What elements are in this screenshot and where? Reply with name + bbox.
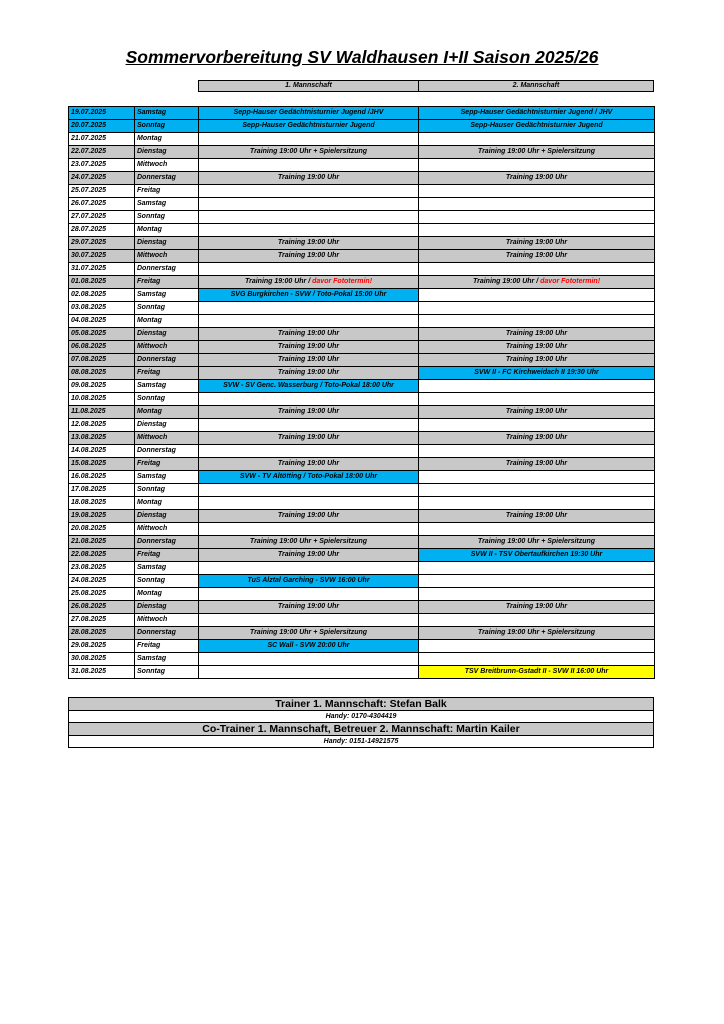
team2-cell [419, 523, 655, 536]
schedule-row [69, 172, 655, 185]
schedule-row [69, 497, 655, 510]
team2-cell [419, 627, 655, 640]
team1-cell [199, 484, 419, 497]
event-text: Training 19:00 Uhr [505, 512, 568, 519]
team2-cell [419, 250, 655, 263]
event-text: Sepp-Hauser Gedächtnisturnier Jugend / JHV [460, 109, 613, 116]
team1-cell [199, 237, 419, 250]
team1-cell [199, 224, 419, 237]
weekday-cell: Donnerstag [135, 263, 199, 276]
team2-cell [419, 159, 655, 172]
event-text: SVW - TV Altötting / Toto-Pokal 18:00 Uhr [239, 473, 378, 480]
team2-cell [419, 445, 655, 458]
schedule-row [69, 107, 655, 120]
weekday-cell: Dienstag [135, 237, 199, 250]
team1-cell [199, 380, 419, 393]
schedule-row [69, 588, 655, 601]
team2-cell [419, 302, 655, 315]
event-text: Training 19:00 Uhr [277, 369, 340, 376]
team2-cell [419, 354, 655, 367]
page-title: Sommervorbereitung SV Waldhausen I+II Saison 2025/26 [125, 47, 599, 67]
team1-cell [199, 601, 419, 614]
team1-cell [199, 445, 419, 458]
team2-cell [419, 562, 655, 575]
weekday-cell: Montag [135, 588, 199, 601]
weekday-cell: Sonntag [135, 302, 199, 315]
date-cell: 30.07.2025 [69, 250, 135, 263]
schedule-row [69, 471, 655, 484]
schedule-row [69, 302, 655, 315]
event-text: Training 19:00 Uhr [505, 356, 568, 363]
schedule-row [69, 614, 655, 627]
date-cell: 15.08.2025 [69, 458, 135, 471]
schedule-row [69, 653, 655, 666]
event-text: Training 19:00 Uhr [277, 356, 340, 363]
team2-cell [419, 341, 655, 354]
weekday-cell: Dienstag [135, 328, 199, 341]
team1-cell [199, 588, 419, 601]
weekday-cell: Mittwoch [135, 523, 199, 536]
schedule-row [69, 211, 655, 224]
team2-cell [419, 549, 655, 562]
schedule-row [69, 666, 655, 679]
schedule-row [69, 250, 655, 263]
team2-cell [419, 406, 655, 419]
event-text: Training 19:00 Uhr / [472, 278, 539, 285]
weekday-cell: Montag [135, 406, 199, 419]
schedule-row [69, 263, 655, 276]
event-text: Training 19:00 Uhr [505, 603, 568, 610]
team1-cell [199, 159, 419, 172]
date-cell: 28.08.2025 [69, 627, 135, 640]
weekday-cell: Montag [135, 133, 199, 146]
contact-table [68, 697, 654, 748]
date-cell: 21.08.2025 [69, 536, 135, 549]
date-cell: 30.08.2025 [69, 653, 135, 666]
event-text: Training 19:00 Uhr [277, 239, 340, 246]
team1-cell [199, 341, 419, 354]
team1-cell [199, 640, 419, 653]
team1-cell [199, 432, 419, 445]
team2-cell [419, 458, 655, 471]
schedule-row [69, 484, 655, 497]
date-cell: 11.08.2025 [69, 406, 135, 419]
team1-cell [199, 627, 419, 640]
date-cell: 21.07.2025 [69, 133, 135, 146]
weekday-cell: Sonntag [135, 484, 199, 497]
schedule-row [69, 380, 655, 393]
weekday-cell: Dienstag [135, 510, 199, 523]
weekday-cell: Freitag [135, 458, 199, 471]
schedule-row [69, 354, 655, 367]
team1-cell [199, 562, 419, 575]
weekday-cell: Freitag [135, 276, 199, 289]
team1-cell [199, 211, 419, 224]
event-text: Training 19:00 Uhr [277, 343, 340, 350]
date-cell: 16.08.2025 [69, 471, 135, 484]
team2-cell [419, 510, 655, 523]
schedule-row [69, 367, 655, 380]
schedule-row [69, 159, 655, 172]
weekday-cell: Samstag [135, 289, 199, 302]
event-text: Sepp-Hauser Gedächtnisturnier Jugend [242, 122, 375, 129]
team1-cell [199, 536, 419, 549]
schedule-row [69, 510, 655, 523]
date-cell: 09.08.2025 [69, 380, 135, 393]
date-cell: 01.08.2025 [69, 276, 135, 289]
team1-cell [199, 406, 419, 419]
weekday-cell: Mittwoch [135, 341, 199, 354]
event-text: Sepp-Hauser Gedächtnisturnier Jugend /JHV [233, 109, 384, 116]
event-text: Training 19:00 Uhr / [244, 278, 311, 285]
schedule-row [69, 120, 655, 133]
date-cell: 22.07.2025 [69, 146, 135, 159]
event-text: Training 19:00 Uhr [277, 330, 340, 337]
team2-cell [419, 146, 655, 159]
team2-cell [419, 133, 655, 146]
event-text: Training 19:00 Uhr [505, 408, 568, 415]
team2-cell [419, 588, 655, 601]
schedule-row [69, 341, 655, 354]
date-cell: 24.07.2025 [69, 172, 135, 185]
schedule-row [69, 419, 655, 432]
event-note-red: davor Fototermin! [310, 278, 373, 285]
date-cell: 29.07.2025 [69, 237, 135, 250]
schedule-row [69, 198, 655, 211]
team2-cell [419, 185, 655, 198]
event-text: Training 19:00 Uhr + Spielersitzung [477, 629, 596, 636]
team1-cell [199, 185, 419, 198]
date-cell: 31.08.2025 [69, 666, 135, 679]
date-cell: 24.08.2025 [69, 575, 135, 588]
team2-cell [419, 237, 655, 250]
team1-cell [199, 666, 419, 679]
team2-cell [419, 380, 655, 393]
date-cell: 26.08.2025 [69, 601, 135, 614]
date-cell: 08.08.2025 [69, 367, 135, 380]
event-text: Training 19:00 Uhr [277, 603, 340, 610]
date-cell: 29.08.2025 [69, 640, 135, 653]
schedule-row [69, 133, 655, 146]
weekday-cell: Dienstag [135, 419, 199, 432]
team1-cell [199, 354, 419, 367]
schedule-row [69, 601, 655, 614]
team1-cell [199, 133, 419, 146]
weekday-cell: Sonntag [135, 666, 199, 679]
weekday-cell: Freitag [135, 549, 199, 562]
column-header-team1: 1. Mannschaft [198, 80, 419, 92]
team2-cell [419, 289, 655, 302]
date-cell: 10.08.2025 [69, 393, 135, 406]
team2-cell [419, 120, 655, 133]
team1-cell [199, 328, 419, 341]
weekday-cell: Samstag [135, 198, 199, 211]
event-text: Training 19:00 Uhr [505, 252, 568, 259]
date-cell: 31.07.2025 [69, 263, 135, 276]
contact-phone: Handy: 0170-4304419 [69, 711, 654, 723]
schedule-row [69, 237, 655, 250]
date-cell: 20.07.2025 [69, 120, 135, 133]
column-header-team2: 2. Mannschaft [418, 80, 654, 92]
date-cell: 06.08.2025 [69, 341, 135, 354]
weekday-cell: Sonntag [135, 393, 199, 406]
event-text: TSV Breitbrunn-Gstadt II - SVW II 16:00 Uhr [464, 668, 609, 675]
team1-cell [199, 575, 419, 588]
weekday-cell: Samstag [135, 653, 199, 666]
schedule-row [69, 146, 655, 159]
contact-name: Trainer 1. Mannschaft: Stefan Balk [69, 698, 654, 711]
event-text: SVW - SV Genc. Wasserburg / Toto-Pokal 18:00 Uhr [223, 382, 394, 389]
team2-cell [419, 393, 655, 406]
team2-cell [419, 315, 655, 328]
date-cell: 20.08.2025 [69, 523, 135, 536]
team1-cell [199, 458, 419, 471]
date-cell: 28.07.2025 [69, 224, 135, 237]
team1-cell [199, 614, 419, 627]
team1-cell [199, 107, 419, 120]
schedule-row [69, 315, 655, 328]
team2-cell [419, 172, 655, 185]
date-cell: 07.08.2025 [69, 354, 135, 367]
weekday-cell: Montag [135, 315, 199, 328]
schedule-row [69, 536, 655, 549]
event-text: Training 19:00 Uhr [505, 174, 568, 181]
event-text: Training 19:00 Uhr [277, 460, 340, 467]
date-cell: 14.08.2025 [69, 445, 135, 458]
date-cell: 12.08.2025 [69, 419, 135, 432]
event-text: Training 19:00 Uhr [277, 408, 340, 415]
team2-cell [419, 653, 655, 666]
weekday-cell: Samstag [135, 562, 199, 575]
team1-cell [199, 549, 419, 562]
team2-cell [419, 263, 655, 276]
date-cell: 22.08.2025 [69, 549, 135, 562]
team2-cell [419, 198, 655, 211]
weekday-cell: Sonntag [135, 211, 199, 224]
weekday-cell: Sonntag [135, 120, 199, 133]
schedule-row [69, 224, 655, 237]
date-cell: 02.08.2025 [69, 289, 135, 302]
team2-cell [419, 432, 655, 445]
contact-phone: Handy: 0151-14921575 [69, 736, 654, 748]
team1-cell [199, 198, 419, 211]
schedule-row [69, 185, 655, 198]
team2-cell [419, 666, 655, 679]
team2-cell [419, 601, 655, 614]
event-text: Training 19:00 Uhr + Spielersitzung [249, 538, 368, 545]
date-cell: 26.07.2025 [69, 198, 135, 211]
team2-cell [419, 484, 655, 497]
team2-cell [419, 497, 655, 510]
date-cell: 25.07.2025 [69, 185, 135, 198]
date-cell: 03.08.2025 [69, 302, 135, 315]
team1-cell [199, 146, 419, 159]
event-text: Training 19:00 Uhr [505, 460, 568, 467]
event-text: Training 19:00 Uhr [277, 512, 340, 519]
event-text: Training 19:00 Uhr [277, 551, 340, 558]
event-text: Training 19:00 Uhr [505, 343, 568, 350]
team1-cell [199, 653, 419, 666]
event-text: Training 19:00 Uhr [277, 252, 340, 259]
weekday-cell: Donnerstag [135, 172, 199, 185]
team1-cell [199, 393, 419, 406]
team1-cell [199, 367, 419, 380]
date-cell: 19.08.2025 [69, 510, 135, 523]
team1-cell [199, 120, 419, 133]
event-text: Training 19:00 Uhr [277, 434, 340, 441]
date-cell: 19.07.2025 [69, 107, 135, 120]
schedule-row [69, 523, 655, 536]
team1-cell [199, 250, 419, 263]
weekday-cell: Montag [135, 497, 199, 510]
date-cell: 25.08.2025 [69, 588, 135, 601]
event-note-red: davor Fototermin! [538, 278, 601, 285]
date-cell: 17.08.2025 [69, 484, 135, 497]
team1-cell [199, 510, 419, 523]
event-text: Sepp-Hauser Gedächtnisturnier Jugend [470, 122, 603, 129]
team2-cell [419, 276, 655, 289]
weekday-cell: Freitag [135, 185, 199, 198]
schedule-row [69, 562, 655, 575]
weekday-cell: Samstag [135, 107, 199, 120]
event-text: Training 19:00 Uhr + Spielersitzung [249, 629, 368, 636]
date-cell: 13.08.2025 [69, 432, 135, 445]
team1-cell [199, 497, 419, 510]
date-cell: 27.07.2025 [69, 211, 135, 224]
schedule-row [69, 549, 655, 562]
weekday-cell: Dienstag [135, 146, 199, 159]
weekday-cell: Mittwoch [135, 432, 199, 445]
weekday-cell: Donnerstag [135, 627, 199, 640]
event-text: Training 19:00 Uhr + Spielersitzung [477, 148, 596, 155]
date-cell: 27.08.2025 [69, 614, 135, 627]
team2-cell [419, 107, 655, 120]
team1-cell [199, 471, 419, 484]
event-text: Training 19:00 Uhr [505, 330, 568, 337]
team2-cell [419, 224, 655, 237]
date-cell: 23.08.2025 [69, 562, 135, 575]
weekday-cell: Mittwoch [135, 159, 199, 172]
team2-cell [419, 211, 655, 224]
weekday-cell: Mittwoch [135, 250, 199, 263]
event-text: Training 19:00 Uhr [277, 174, 340, 181]
event-text: SVG Burgkirchen - SVW / Toto-Pokal 15:00 Uhr [230, 291, 387, 298]
weekday-cell: Dienstag [135, 601, 199, 614]
weekday-cell: Montag [135, 224, 199, 237]
weekday-cell: Freitag [135, 640, 199, 653]
schedule-row [69, 393, 655, 406]
date-cell: 04.08.2025 [69, 315, 135, 328]
schedule-row [69, 276, 655, 289]
event-text: SC Wall - SVW 20:00 Uhr [267, 642, 350, 649]
schedule-row [69, 406, 655, 419]
weekday-cell: Donnerstag [135, 445, 199, 458]
team1-cell [199, 263, 419, 276]
weekday-cell: Donnerstag [135, 536, 199, 549]
event-text: Training 19:00 Uhr [505, 239, 568, 246]
date-cell: 05.08.2025 [69, 328, 135, 341]
weekday-cell: Mittwoch [135, 614, 199, 627]
weekday-cell: Donnerstag [135, 354, 199, 367]
date-cell: 23.07.2025 [69, 159, 135, 172]
schedule-row [69, 328, 655, 341]
team2-cell [419, 575, 655, 588]
team1-cell [199, 315, 419, 328]
schedule-table [68, 106, 655, 679]
team1-cell [199, 276, 419, 289]
team2-cell [419, 614, 655, 627]
event-text: TuS Alztal Garching - SVW 16:00 Uhr [247, 577, 370, 584]
weekday-cell: Freitag [135, 367, 199, 380]
schedule-row [69, 640, 655, 653]
team1-cell [199, 289, 419, 302]
schedule-row [69, 445, 655, 458]
team2-cell [419, 471, 655, 484]
schedule-row [69, 575, 655, 588]
event-text: SVW II - TSV Obertaufkirchen 19:30 Uhr [470, 551, 603, 558]
event-text: Training 19:00 Uhr + Spielersitzung [249, 148, 368, 155]
team2-cell [419, 640, 655, 653]
team1-cell [199, 419, 419, 432]
schedule-row [69, 458, 655, 471]
team1-cell [199, 523, 419, 536]
event-text: Training 19:00 Uhr + Spielersitzung [477, 538, 596, 545]
event-text: SVW II - FC Kirchweidach II 19:30 Uhr [474, 369, 599, 376]
weekday-cell: Sonntag [135, 575, 199, 588]
schedule-row [69, 432, 655, 445]
team1-cell [199, 302, 419, 315]
team2-cell [419, 328, 655, 341]
team2-cell [419, 419, 655, 432]
weekday-cell: Samstag [135, 471, 199, 484]
team2-cell [419, 367, 655, 380]
schedule-row [69, 627, 655, 640]
schedule-row [69, 289, 655, 302]
team2-cell [419, 536, 655, 549]
team1-cell [199, 172, 419, 185]
date-cell: 18.08.2025 [69, 497, 135, 510]
weekday-cell: Samstag [135, 380, 199, 393]
event-text: Training 19:00 Uhr [505, 434, 568, 441]
contact-name: Co-Trainer 1. Mannschaft, Betreuer 2. Mannschaft: Martin Kailer [69, 723, 654, 736]
